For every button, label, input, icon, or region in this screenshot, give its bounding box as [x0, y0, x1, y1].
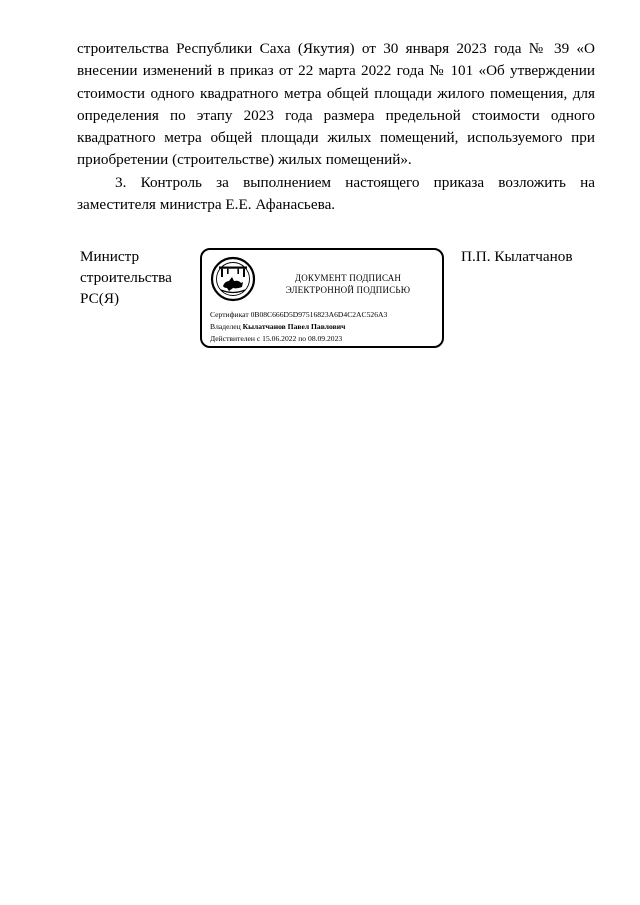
- sakha-republic-emblem-icon: [210, 256, 256, 302]
- validity-from-date: 15.06.2022: [262, 334, 297, 343]
- signer-title-line-3: РС(Я): [80, 290, 120, 307]
- certificate-label: Сертификат: [210, 310, 249, 319]
- stamp-heading-line-2: ЭЛЕКТРОННОЙ ПОДПИСЬЮ: [285, 285, 411, 295]
- signer-title: [80, 246, 190, 309]
- signer-name: П.П. Кылатчанов: [461, 248, 573, 265]
- stamp-heading-line-1: ДОКУМЕНТ ПОДПИСАН: [294, 273, 402, 283]
- validity-to-word: по: [298, 334, 307, 343]
- stamp-heading: [258, 272, 438, 296]
- signer-title-line-2: строительства: [80, 269, 172, 286]
- owner-label: Владелец: [210, 322, 241, 331]
- stamp-details: [210, 309, 442, 345]
- owner-value: Кылатчанов Павел Павлович: [242, 322, 346, 331]
- body-paragraph-2: 3. Контроль за выполнением настоящего приказа возложить на заместителя министра Е.Е. Афанасьева.: [77, 173, 595, 214]
- validity-to-date: 08.09.2023: [308, 334, 343, 343]
- document-body: [77, 38, 595, 216]
- electronic-signature-stamp: [200, 248, 444, 348]
- certificate-value: 0B08C666D5D97516823A6D4C2AC526A3: [250, 310, 388, 319]
- stamp-owner-row: [210, 321, 442, 333]
- body-paragraph-1: строительства Республики Саха (Якутия) от 30 января 2023 года № 39 «О внесении изменений в приказ от 22 марта 2022 года № 101 «Об утверждении стоимости одного квадратного метра общей площади жилого помещения, для определения по этапу 2023 года размера предельной стоимости одного квадратного метра общей площади жилых помещений, используемого при приобретении (строительстве) жилых помещений».: [77, 40, 595, 169]
- validity-from-word: с: [256, 334, 261, 343]
- validity-label: Действителен: [210, 334, 255, 343]
- stamp-validity-row: [210, 333, 442, 345]
- signer-title-line-1: Министр: [80, 248, 140, 265]
- stamp-certificate-row: [210, 309, 442, 321]
